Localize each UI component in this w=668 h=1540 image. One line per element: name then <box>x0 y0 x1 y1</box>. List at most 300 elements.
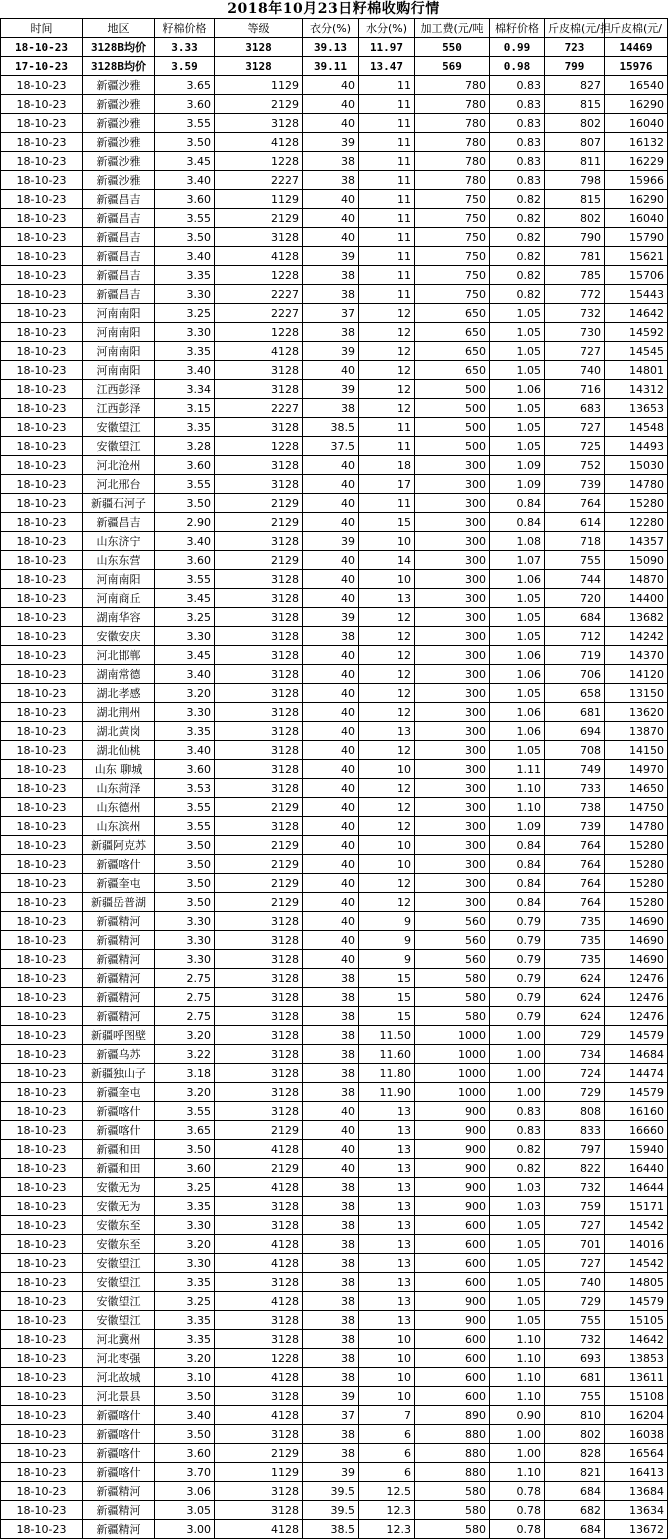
cottonseed-price-cell: 1.05 <box>490 437 545 456</box>
date-cell: 18-10-23 <box>1 228 83 247</box>
lint-price-ton-cell: 14801 <box>605 361 668 380</box>
cottonseed-price-cell: 1.09 <box>490 475 545 494</box>
seed-cotton-price-cell: 3.55 <box>155 570 215 589</box>
region-cell: 新疆奎屯 <box>83 1083 155 1102</box>
seed-cotton-price-cell: 3.40 <box>155 532 215 551</box>
grade-cell: 3128 <box>215 1482 303 1501</box>
seed-cotton-price-cell: 3.60 <box>155 760 215 779</box>
seed-cotton-price-cell: 3.55 <box>155 817 215 836</box>
lint-percent-cell: 40 <box>303 76 359 95</box>
grade-cell: 4128 <box>215 247 303 266</box>
cottonseed-price-cell: 1.05 <box>490 1292 545 1311</box>
lint-price-dan-cell: 735 <box>545 950 605 969</box>
date-cell: 18-10-23 <box>1 1045 83 1064</box>
seed-cotton-price-cell: 3.15 <box>155 399 215 418</box>
region-cell: 新疆喀什 <box>83 1444 155 1463</box>
processing-fee-cell: 1000 <box>415 1026 490 1045</box>
lint-price-ton-cell: 14312 <box>605 380 668 399</box>
grade-cell: 2227 <box>215 304 303 323</box>
region-cell: 河北邢台 <box>83 475 155 494</box>
lint-percent-cell: 40 <box>303 931 359 950</box>
seed-cotton-price-cell: 2.75 <box>155 988 215 1007</box>
moisture-cell: 11 <box>359 76 415 95</box>
date-cell: 18-10-23 <box>1 133 83 152</box>
moisture-cell: 13 <box>359 1140 415 1159</box>
grade-cell: 3128 <box>215 1045 303 1064</box>
cottonseed-price-cell: 0.84 <box>490 513 545 532</box>
seed-cotton-price-cell: 3.50 <box>155 1140 215 1159</box>
date-cell: 18-10-23 <box>1 266 83 285</box>
region-cell: 新疆昌吉 <box>83 228 155 247</box>
cottonseed-price-cell: 1.05 <box>490 627 545 646</box>
cottonseed-price-cell: 0.78 <box>490 1520 545 1539</box>
lint-price-dan-cell: 684 <box>545 608 605 627</box>
table-row <box>1 760 668 779</box>
processing-fee-cell: 650 <box>415 323 490 342</box>
seed-cotton-price-cell: 3.35 <box>155 266 215 285</box>
region-cell: 河南南阳 <box>83 570 155 589</box>
region-cell: 安徽望江 <box>83 1292 155 1311</box>
processing-fee-cell: 750 <box>415 266 490 285</box>
table-row <box>1 798 668 817</box>
moisture-cell: 13 <box>359 1292 415 1311</box>
table-row <box>1 950 668 969</box>
cottonseed-price-cell: 0.83 <box>490 1121 545 1140</box>
cottonseed-price-cell: 1.05 <box>490 418 545 437</box>
seed-cotton-price-cell: 3.10 <box>155 1368 215 1387</box>
lint-percent-cell: 38 <box>303 969 359 988</box>
moisture-cell: 12 <box>359 817 415 836</box>
processing-fee-cell: 750 <box>415 285 490 304</box>
moisture-cell: 18 <box>359 456 415 475</box>
date-cell: 18-10-23 <box>1 1425 83 1444</box>
lint-price-dan-cell: 740 <box>545 1273 605 1292</box>
lint-price-ton-cell: 14780 <box>605 475 668 494</box>
processing-fee-cell: 560 <box>415 950 490 969</box>
grade-cell: 2129 <box>215 1444 303 1463</box>
date-cell: 17-10-23 <box>1 57 83 76</box>
lint-price-ton-cell: 14542 <box>605 1254 668 1273</box>
lint-price-dan-cell: 614 <box>545 513 605 532</box>
table-row <box>1 171 668 190</box>
lint-percent-cell: 38 <box>303 1330 359 1349</box>
cottonseed-price-cell: 1.00 <box>490 1444 545 1463</box>
grade-cell: 3128 <box>215 1083 303 1102</box>
date-cell: 18-10-23 <box>1 855 83 874</box>
cottonseed-price-cell: 0.83 <box>490 114 545 133</box>
date-cell: 18-10-23 <box>1 361 83 380</box>
region-cell: 新疆阿克苏 <box>83 836 155 855</box>
processing-fee-cell: 300 <box>415 703 490 722</box>
grade-cell: 2129 <box>215 1121 303 1140</box>
region-cell: 湖南华容 <box>83 608 155 627</box>
table-row <box>1 741 668 760</box>
cottonseed-price-cell: 0.84 <box>490 836 545 855</box>
grade-cell: 2129 <box>215 95 303 114</box>
processing-fee-cell: 780 <box>415 152 490 171</box>
processing-fee-cell: 300 <box>415 513 490 532</box>
cottonseed-price-cell: 0.79 <box>490 912 545 931</box>
lint-percent-cell: 38 <box>303 627 359 646</box>
lint-price-dan-cell: 821 <box>545 1463 605 1482</box>
processing-fee-cell: 780 <box>415 114 490 133</box>
processing-fee-cell: 300 <box>415 836 490 855</box>
grade-cell: 1129 <box>215 76 303 95</box>
lint-price-dan-cell: 693 <box>545 1349 605 1368</box>
lint-price-dan-cell: 719 <box>545 646 605 665</box>
grade-cell: 3128 <box>215 627 303 646</box>
cottonseed-price-cell: 0.83 <box>490 133 545 152</box>
moisture-cell: 11 <box>359 247 415 266</box>
region-cell: 新疆昌吉 <box>83 190 155 209</box>
seed-cotton-price-cell: 3.35 <box>155 722 215 741</box>
processing-fee-cell: 900 <box>415 1140 490 1159</box>
date-cell: 18-10-23 <box>1 1349 83 1368</box>
lint-price-dan-cell: 684 <box>545 1520 605 1539</box>
seed-cotton-price-cell: 3.06 <box>155 1482 215 1501</box>
seed-cotton-price-cell: 3.40 <box>155 1406 215 1425</box>
lint-price-dan-cell: 828 <box>545 1444 605 1463</box>
processing-fee-cell: 500 <box>415 380 490 399</box>
cottonseed-price-cell: 0.90 <box>490 1406 545 1425</box>
lint-price-dan-cell: 785 <box>545 266 605 285</box>
moisture-cell: 12 <box>359 608 415 627</box>
column-header-date: 时间 <box>1 19 83 38</box>
date-cell: 18-10-23 <box>1 703 83 722</box>
table-row <box>1 456 668 475</box>
lint-percent-cell: 38.5 <box>303 418 359 437</box>
moisture-cell: 12 <box>359 684 415 703</box>
table-row <box>1 247 668 266</box>
cottonseed-price-cell: 1.05 <box>490 304 545 323</box>
table-row <box>1 1083 668 1102</box>
processing-fee-cell: 1000 <box>415 1064 490 1083</box>
date-cell: 18-10-23 <box>1 589 83 608</box>
region-cell: 新疆昌吉 <box>83 513 155 532</box>
region-cell: 新疆喀什 <box>83 855 155 874</box>
date-cell: 18-10-23 <box>1 152 83 171</box>
seed-cotton-price-cell: 3.00 <box>155 1520 215 1539</box>
lint-price-ton-cell: 15105 <box>605 1311 668 1330</box>
lint-price-dan-cell: 798 <box>545 171 605 190</box>
lint-price-ton-cell: 15790 <box>605 228 668 247</box>
lint-price-ton-cell: 14242 <box>605 627 668 646</box>
lint-price-ton-cell: 13672 <box>605 1520 668 1539</box>
processing-fee-cell: 300 <box>415 475 490 494</box>
lint-percent-cell: 38 <box>303 1368 359 1387</box>
lint-price-dan-cell: 790 <box>545 228 605 247</box>
cottonseed-price-cell: 1.03 <box>490 1197 545 1216</box>
lint-percent-cell: 39.5 <box>303 1501 359 1520</box>
cottonseed-price-cell: 1.00 <box>490 1026 545 1045</box>
lint-price-dan-cell: 727 <box>545 1254 605 1273</box>
seed-cotton-price-cell: 3.05 <box>155 1501 215 1520</box>
processing-fee-cell: 650 <box>415 361 490 380</box>
date-cell: 18-10-23 <box>1 1330 83 1349</box>
seed-cotton-price-cell: 3.20 <box>155 1349 215 1368</box>
date-cell: 18-10-23 <box>1 722 83 741</box>
lint-price-ton-cell: 12280 <box>605 513 668 532</box>
region-cell: 新疆石河子 <box>83 494 155 513</box>
date-cell: 18-10-23 <box>1 551 83 570</box>
lint-price-ton-cell: 12476 <box>605 1007 668 1026</box>
lint-price-dan-cell: 733 <box>545 779 605 798</box>
processing-fee-cell: 300 <box>415 665 490 684</box>
date-cell: 18-10-23 <box>1 1159 83 1178</box>
region-cell: 安徽望江 <box>83 437 155 456</box>
seed-cotton-price-cell: 3.20 <box>155 684 215 703</box>
seed-cotton-price-cell: 3.53 <box>155 779 215 798</box>
region-cell: 山东 聊城 <box>83 760 155 779</box>
moisture-cell: 15 <box>359 969 415 988</box>
grade-cell: 2227 <box>215 171 303 190</box>
grade-cell: 3128 <box>215 114 303 133</box>
date-cell: 18-10-23 <box>1 209 83 228</box>
lint-price-ton-cell: 14542 <box>605 1216 668 1235</box>
seed-cotton-price-cell: 3.40 <box>155 247 215 266</box>
lint-percent-cell: 40 <box>303 361 359 380</box>
date-cell: 18-10-23 <box>1 893 83 912</box>
table-row <box>1 988 668 1007</box>
date-cell: 18-10-23 <box>1 798 83 817</box>
processing-fee-cell: 300 <box>415 779 490 798</box>
lint-price-ton-cell: 13620 <box>605 703 668 722</box>
region-cell: 新疆昌吉 <box>83 266 155 285</box>
moisture-cell: 11.97 <box>359 38 415 57</box>
moisture-cell: 11.50 <box>359 1026 415 1045</box>
price-table <box>0 18 668 1539</box>
processing-fee-cell: 1000 <box>415 1083 490 1102</box>
lint-percent-cell: 40 <box>303 551 359 570</box>
grade-cell: 4128 <box>215 1254 303 1273</box>
lint-percent-cell: 40 <box>303 893 359 912</box>
lint-price-ton-cell: 15280 <box>605 855 668 874</box>
lint-percent-cell: 38 <box>303 323 359 342</box>
seed-cotton-price-cell: 3.50 <box>155 855 215 874</box>
table-row <box>1 1254 668 1273</box>
processing-fee-cell: 580 <box>415 1501 490 1520</box>
date-cell: 18-10-23 <box>1 931 83 950</box>
cottonseed-price-cell: 1.05 <box>490 1254 545 1273</box>
cottonseed-price-cell: 0.79 <box>490 969 545 988</box>
cottonseed-price-cell: 1.05 <box>490 1273 545 1292</box>
grade-cell: 3128 <box>215 228 303 247</box>
lint-price-ton-cell: 15706 <box>605 266 668 285</box>
seed-cotton-price-cell: 3.55 <box>155 475 215 494</box>
grade-cell: 2129 <box>215 836 303 855</box>
region-cell: 山东东营 <box>83 551 155 570</box>
seed-cotton-price-cell: 3.30 <box>155 627 215 646</box>
grade-cell: 3128 <box>215 1387 303 1406</box>
processing-fee-cell: 580 <box>415 1482 490 1501</box>
seed-cotton-price-cell: 3.35 <box>155 1197 215 1216</box>
lint-percent-cell: 38 <box>303 1425 359 1444</box>
lint-percent-cell: 38 <box>303 1235 359 1254</box>
lint-price-dan-cell: 727 <box>545 342 605 361</box>
date-cell: 18-10-23 <box>1 1406 83 1425</box>
processing-fee-cell: 600 <box>415 1330 490 1349</box>
region-cell: 山东滨州 <box>83 817 155 836</box>
lint-price-dan-cell: 764 <box>545 836 605 855</box>
processing-fee-cell: 300 <box>415 874 490 893</box>
grade-cell: 3128 <box>215 589 303 608</box>
lint-price-dan-cell: 797 <box>545 1140 605 1159</box>
region-cell: 新疆沙雅 <box>83 95 155 114</box>
grade-cell: 3128 <box>215 361 303 380</box>
grade-cell: 3128 <box>215 1501 303 1520</box>
table-row <box>1 190 668 209</box>
lint-percent-cell: 40 <box>303 494 359 513</box>
grade-cell: 3128 <box>215 38 303 57</box>
lint-percent-cell: 40 <box>303 114 359 133</box>
grade-cell: 1228 <box>215 1349 303 1368</box>
region-cell: 湖北荆州 <box>83 703 155 722</box>
lint-price-ton-cell: 14120 <box>605 665 668 684</box>
region-cell: 河南南阳 <box>83 342 155 361</box>
moisture-cell: 13.47 <box>359 57 415 76</box>
table-row <box>1 1102 668 1121</box>
moisture-cell: 13 <box>359 1178 415 1197</box>
seed-cotton-price-cell: 3.45 <box>155 589 215 608</box>
moisture-cell: 12 <box>359 380 415 399</box>
seed-cotton-price-cell: 3.25 <box>155 1292 215 1311</box>
seed-cotton-price-cell: 3.35 <box>155 418 215 437</box>
lint-price-ton-cell: 15940 <box>605 1140 668 1159</box>
processing-fee-cell: 600 <box>415 1387 490 1406</box>
processing-fee-cell: 900 <box>415 1102 490 1121</box>
seed-cotton-price-cell: 3.40 <box>155 171 215 190</box>
cottonseed-price-cell: 0.82 <box>490 228 545 247</box>
lint-price-ton-cell: 13853 <box>605 1349 668 1368</box>
lint-price-dan-cell: 755 <box>545 551 605 570</box>
date-cell: 18-10-23 <box>1 1368 83 1387</box>
grade-cell: 1228 <box>215 437 303 456</box>
lint-price-ton-cell: 16564 <box>605 1444 668 1463</box>
moisture-cell: 11 <box>359 494 415 513</box>
lint-percent-cell: 39 <box>303 380 359 399</box>
lint-price-dan-cell: 739 <box>545 475 605 494</box>
date-cell: 18-10-23 <box>1 1235 83 1254</box>
lint-price-ton-cell: 14579 <box>605 1026 668 1045</box>
grade-cell: 3128 <box>215 57 303 76</box>
cottonseed-price-cell: 1.06 <box>490 380 545 399</box>
moisture-cell: 10 <box>359 760 415 779</box>
region-cell: 安徽望江 <box>83 1311 155 1330</box>
lint-price-ton-cell: 13870 <box>605 722 668 741</box>
lint-percent-cell: 38 <box>303 1064 359 1083</box>
cottonseed-price-cell: 0.82 <box>490 1140 545 1159</box>
moisture-cell: 17 <box>359 475 415 494</box>
seed-cotton-price-cell: 3.34 <box>155 380 215 399</box>
date-cell: 18-10-23 <box>1 665 83 684</box>
region-cell: 安徽无为 <box>83 1178 155 1197</box>
lint-price-ton-cell: 15966 <box>605 171 668 190</box>
table-row <box>1 855 668 874</box>
table-row <box>1 228 668 247</box>
processing-fee-cell: 780 <box>415 133 490 152</box>
region-cell: 山东菏泽 <box>83 779 155 798</box>
lint-percent-cell: 37 <box>303 1406 359 1425</box>
seed-cotton-price-cell: 3.55 <box>155 1102 215 1121</box>
lint-price-dan-cell: 735 <box>545 912 605 931</box>
column-header-moisture: 水分(%) <box>359 19 415 38</box>
column-header-lint-percent: 衣分(%) <box>303 19 359 38</box>
lint-price-ton-cell: 15976 <box>605 57 668 76</box>
lint-price-ton-cell: 16540 <box>605 76 668 95</box>
grade-cell: 3128 <box>215 779 303 798</box>
processing-fee-cell: 900 <box>415 1311 490 1330</box>
region-cell: 安徽东至 <box>83 1216 155 1235</box>
grade-cell: 2227 <box>215 285 303 304</box>
processing-fee-cell: 560 <box>415 931 490 950</box>
table-row <box>1 380 668 399</box>
lint-percent-cell: 38 <box>303 1178 359 1197</box>
grade-cell: 2129 <box>215 855 303 874</box>
lint-price-dan-cell: 755 <box>545 1311 605 1330</box>
table-row <box>1 1197 668 1216</box>
grade-cell: 3128 <box>215 912 303 931</box>
region-cell: 湖南常德 <box>83 665 155 684</box>
lint-percent-cell: 38 <box>303 1273 359 1292</box>
grade-cell: 3128 <box>215 1102 303 1121</box>
table-row <box>1 1140 668 1159</box>
lint-percent-cell: 37.5 <box>303 437 359 456</box>
processing-fee-cell: 600 <box>415 1349 490 1368</box>
lint-percent-cell: 38 <box>303 1444 359 1463</box>
date-cell: 18-10-23 <box>1 190 83 209</box>
cottonseed-price-cell: 1.09 <box>490 456 545 475</box>
table-row <box>1 513 668 532</box>
table-row <box>1 209 668 228</box>
lint-price-ton-cell: 14579 <box>605 1292 668 1311</box>
date-cell: 18-10-23 <box>1 1026 83 1045</box>
lint-percent-cell: 40 <box>303 703 359 722</box>
moisture-cell: 14 <box>359 551 415 570</box>
grade-cell: 3128 <box>215 1425 303 1444</box>
seed-cotton-price-cell: 3.35 <box>155 342 215 361</box>
lint-price-ton-cell: 15108 <box>605 1387 668 1406</box>
lint-price-ton-cell: 14592 <box>605 323 668 342</box>
lint-percent-cell: 40 <box>303 836 359 855</box>
moisture-cell: 13 <box>359 589 415 608</box>
date-cell: 18-10-23 <box>1 1463 83 1482</box>
moisture-cell: 11 <box>359 209 415 228</box>
lint-price-ton-cell: 14545 <box>605 342 668 361</box>
header-row <box>1 19 668 38</box>
table-row <box>1 76 668 95</box>
processing-fee-cell: 550 <box>415 38 490 57</box>
cottonseed-price-cell: 1.06 <box>490 665 545 684</box>
seed-cotton-price-cell: 3.30 <box>155 1254 215 1273</box>
average-row <box>1 57 668 76</box>
lint-price-dan-cell: 684 <box>545 1482 605 1501</box>
lint-price-ton-cell: 13684 <box>605 1482 668 1501</box>
cottonseed-price-cell: 0.82 <box>490 190 545 209</box>
date-cell: 18-10-23 <box>1 570 83 589</box>
lint-price-dan-cell: 734 <box>545 1045 605 1064</box>
moisture-cell: 11 <box>359 285 415 304</box>
moisture-cell: 12 <box>359 304 415 323</box>
lint-price-ton-cell: 15030 <box>605 456 668 475</box>
lint-price-ton-cell: 14150 <box>605 741 668 760</box>
region-cell: 新疆呼图壁 <box>83 1026 155 1045</box>
grade-cell: 4128 <box>215 1292 303 1311</box>
seed-cotton-price-cell: 3.25 <box>155 608 215 627</box>
region-cell: 安徽无为 <box>83 1197 155 1216</box>
grade-cell: 3128 <box>215 988 303 1007</box>
table-row <box>1 703 668 722</box>
table-row <box>1 494 668 513</box>
